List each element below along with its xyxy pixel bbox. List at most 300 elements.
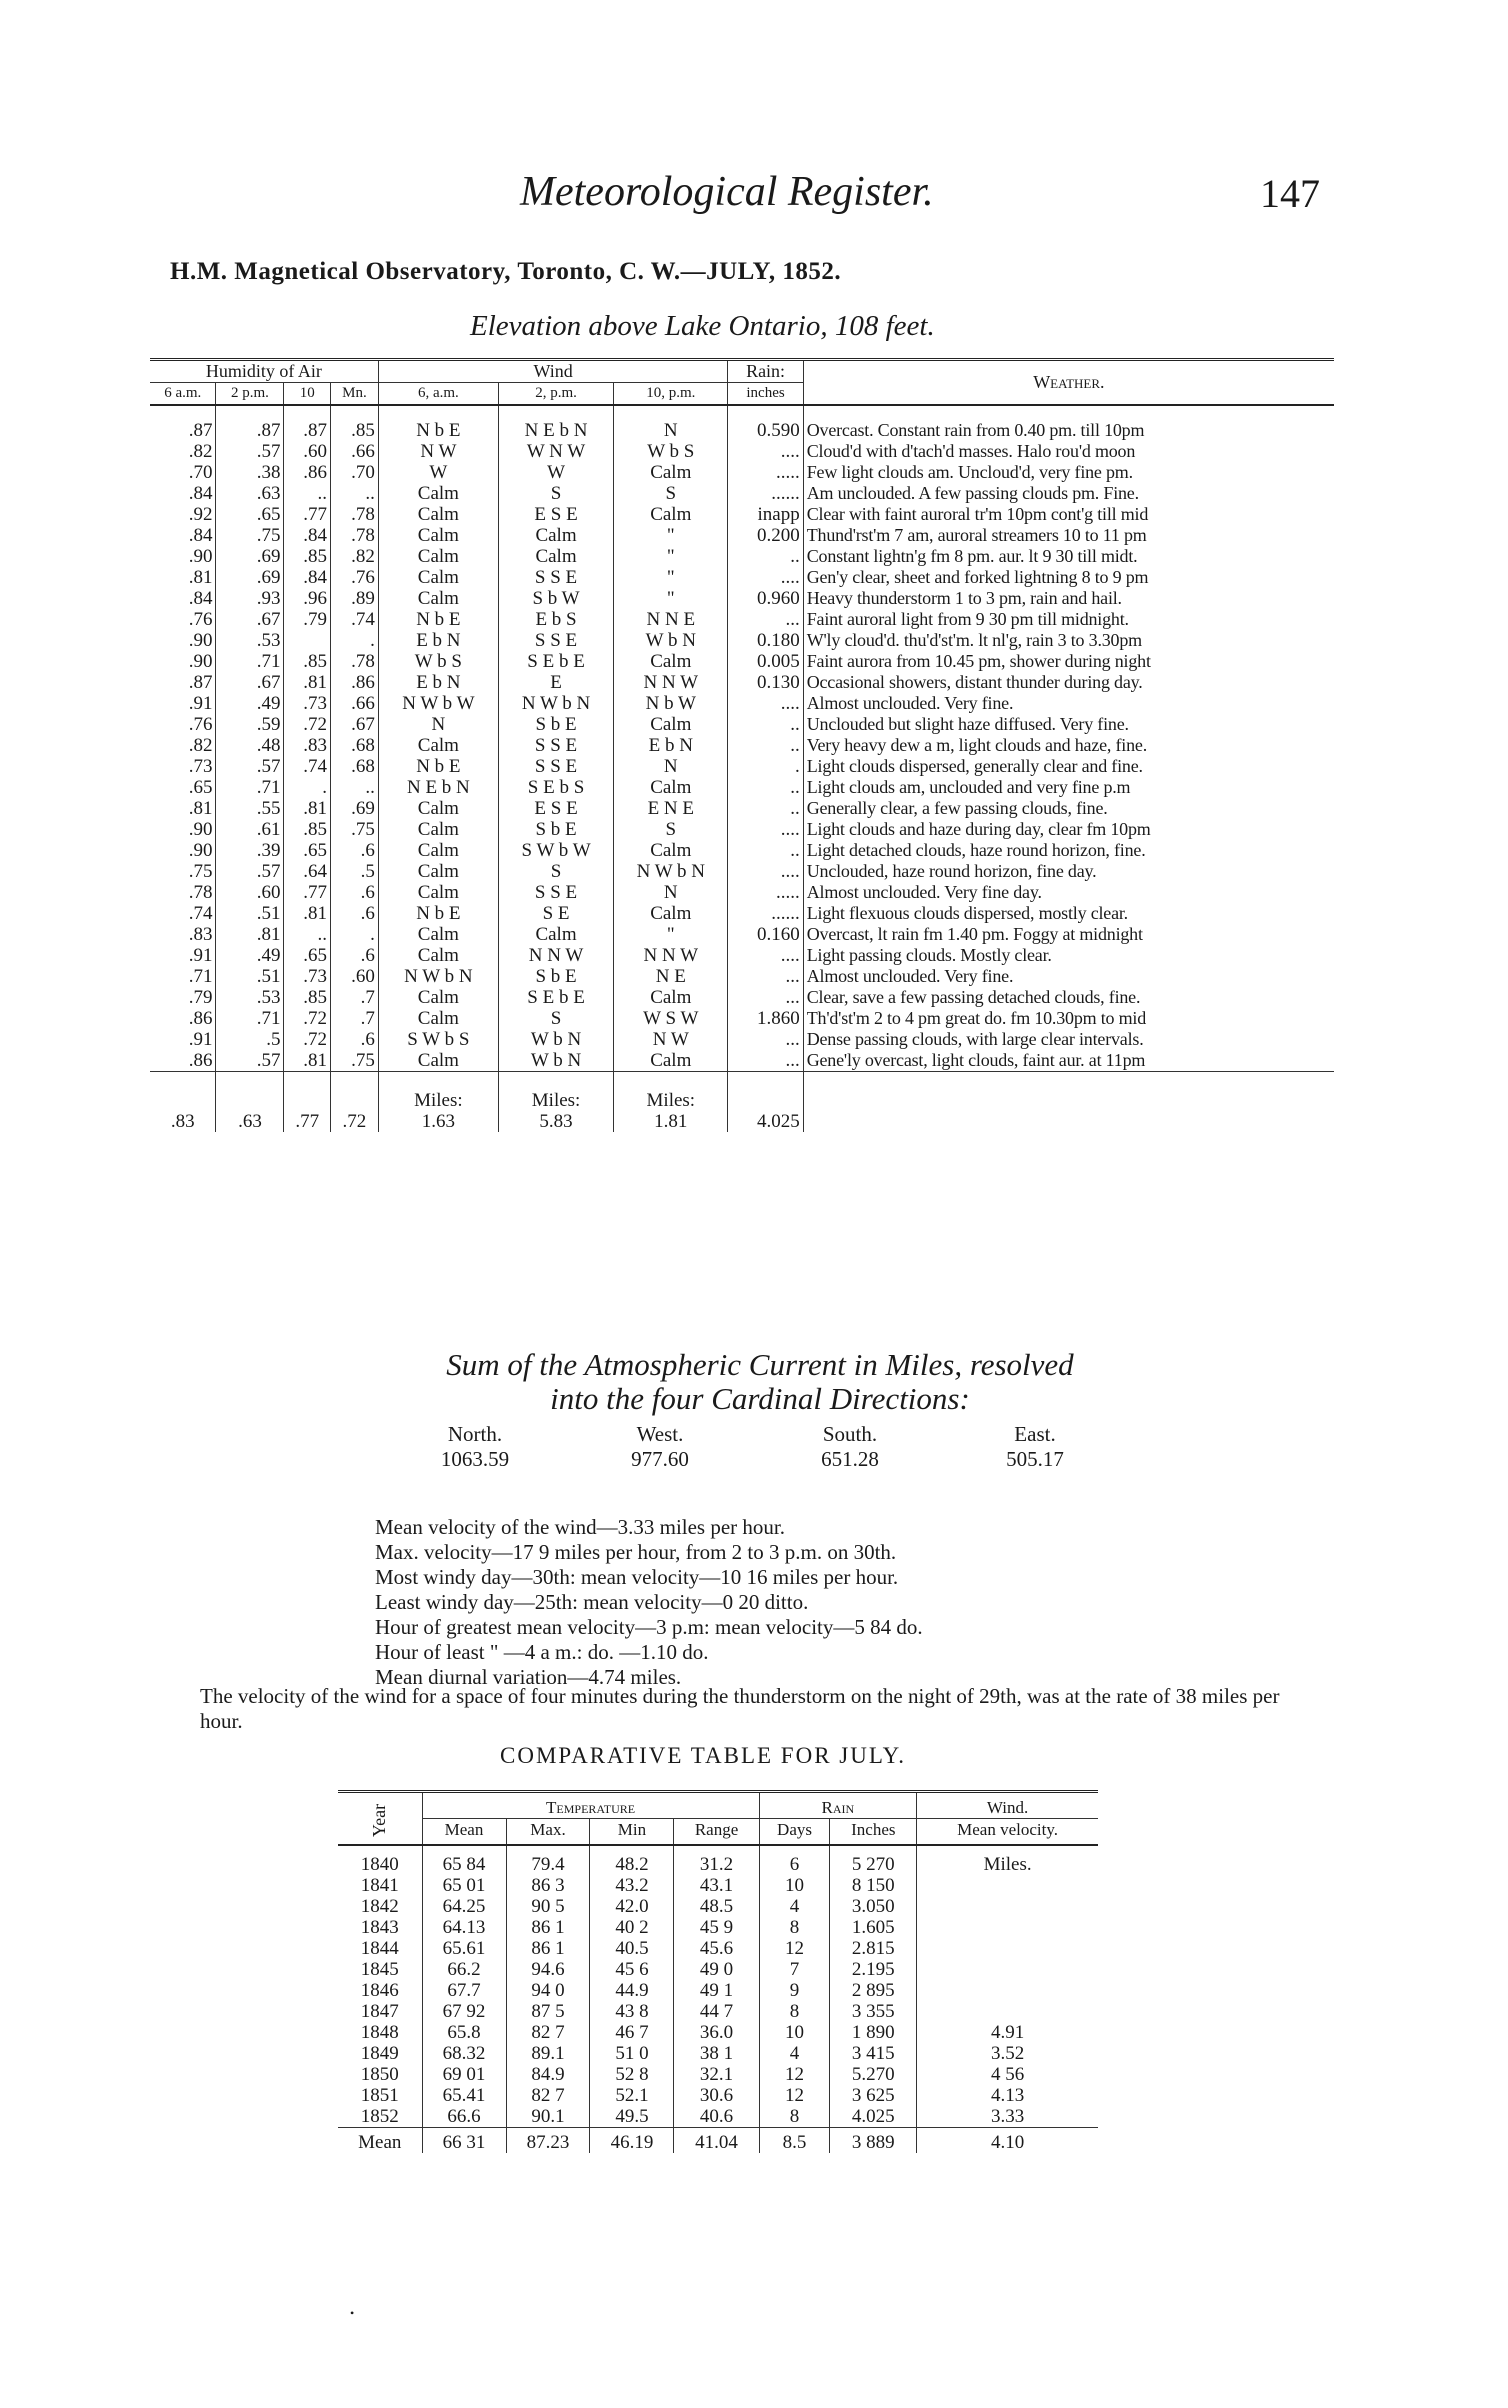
- rain-cell: ..: [728, 840, 803, 861]
- table-row: [150, 405, 1334, 441]
- direction-west: [585, 1422, 735, 1472]
- humidity-2pm-header: 2 p.m.: [216, 383, 284, 406]
- weather-cell: Overcast, lt rain fm 1.40 pm. Foggy at midnight: [806, 924, 1143, 944]
- table-row: [150, 567, 1334, 588]
- table-row: [150, 903, 1334, 924]
- humidity-cell: .81: [284, 672, 331, 693]
- weather-cell: Light clouds dispersed, generally clear and fine.: [806, 756, 1143, 776]
- table-row: [150, 525, 1334, 546]
- table-row: [150, 1029, 1334, 1050]
- print-mark: •: [350, 2306, 355, 2320]
- table-row: [150, 777, 1334, 798]
- mean-label: Mean: [338, 2128, 422, 2154]
- weather-cell: Light clouds and haze during day, clear fm 10pm: [806, 819, 1151, 839]
- rain-inches-cell: 2 895: [830, 1980, 917, 2001]
- mean-row: [338, 2128, 1098, 2154]
- wind-cell: E b S: [498, 609, 613, 630]
- wind-cell: N b W: [614, 693, 728, 714]
- mean-temp-cell: 65.8: [422, 2022, 506, 2043]
- direction-value: 505.17: [1006, 1447, 1064, 1471]
- miles-label-6am: Miles:: [378, 1072, 498, 1112]
- miles-2pm: 5.83: [498, 1111, 613, 1132]
- min-temp-cell: 52 8: [590, 2064, 674, 2085]
- humidity-cell: .77: [284, 504, 331, 525]
- wind-cell: Calm: [498, 546, 613, 567]
- wind-cell: Calm: [614, 714, 728, 735]
- humidity-cell: .38: [216, 462, 284, 483]
- rain-cell: ....: [728, 945, 803, 966]
- max-temp-cell: 89.1: [506, 2043, 590, 2064]
- direction-value: 977.60: [631, 1447, 689, 1471]
- max-temp-cell: 94.6: [506, 1959, 590, 1980]
- wind-cell: E b N: [378, 630, 498, 651]
- weather-cell: Th'd'st'm 2 to 4 pm great do. fm 10.30pm to mid: [806, 1008, 1147, 1028]
- rain-cell: 0.960: [728, 588, 803, 609]
- weather-cell: Faint auroral light from 9 30 pm till midnight.: [806, 609, 1129, 629]
- mean-velocity-header: Mean velocity.: [917, 1819, 1098, 1846]
- note-greatest-hour: Hour of greatest mean velocity—3 p.m: mean velocity—5 84 do.: [375, 1615, 923, 1639]
- mean-temp-cell: 68.32: [422, 2043, 506, 2064]
- table-row: [338, 2106, 1098, 2128]
- miles-label-10pm: Miles:: [614, 1072, 728, 1112]
- mean-temp-cell: 67 92: [422, 2001, 506, 2022]
- weather-cell: Generally clear, a few passing clouds, fine.: [806, 798, 1108, 818]
- humidity-cell: .69: [331, 798, 379, 819]
- min-temp-cell: 52.1: [590, 2085, 674, 2106]
- wind-header: Wind: [378, 360, 728, 383]
- direction-label: South.: [822, 1422, 878, 1446]
- weather-cell: Heavy thunderstorm 1 to 3 pm, rain and hail.: [806, 588, 1122, 608]
- wind-cell: Calm: [378, 504, 498, 525]
- wind-cell: S: [614, 819, 728, 840]
- range-cell: 32.1: [674, 2064, 759, 2085]
- min-temp-cell: 46.19: [590, 2128, 674, 2154]
- weather-register-table: [150, 358, 1334, 1132]
- humidity-cell: .87: [284, 405, 331, 441]
- mean-humidity-6am: .83: [150, 1111, 216, 1132]
- table-row: [150, 924, 1334, 945]
- year-cell: 1848: [338, 2022, 422, 2043]
- wind-cell: S: [498, 483, 613, 504]
- wind-cell: S S E: [498, 756, 613, 777]
- humidity-cell: .6: [331, 1029, 379, 1050]
- range-cell: 45.6: [674, 1938, 759, 1959]
- wind-cell: Calm: [614, 504, 728, 525]
- rain-inches-cell: 5.270: [830, 2064, 917, 2085]
- weather-cell: Dense passing clouds, with large clear intervals.: [806, 1029, 1144, 1049]
- wind-cell: S: [498, 1008, 613, 1029]
- humidity-cell: .81: [284, 1050, 331, 1072]
- mean-temp-cell: 66.6: [422, 2106, 506, 2128]
- max-temp-cell: 86 1: [506, 1938, 590, 1959]
- humidity-cell: .81: [216, 924, 284, 945]
- humidity-cell: .7: [331, 987, 379, 1008]
- wind-cell: N N W: [498, 945, 613, 966]
- rain-cell: 0.005: [728, 651, 803, 672]
- humidity-cell: .81: [284, 798, 331, 819]
- min-temp-cell: 43 8: [590, 2001, 674, 2022]
- rain-total: 4.025: [728, 1111, 803, 1132]
- note-least-windy: Least windy day—25th: mean velocity—0 20 ditto.: [375, 1590, 809, 1614]
- rain-cell: ....: [728, 861, 803, 882]
- year-cell: 1840: [338, 1845, 422, 1875]
- humidity-cell: .63: [216, 483, 284, 504]
- mean-temp-cell: 65.41: [422, 2085, 506, 2106]
- humidity-cell: .87: [216, 405, 284, 441]
- thunderstorm-velocity-paragraph: The velocity of the wind for a space of four minutes during the thunderstorm on the night of 29th, was at the rate of 38 miles per hour.: [200, 1684, 1280, 1733]
- wind-cell: Calm: [378, 1050, 498, 1072]
- humidity-cell: .66: [331, 693, 379, 714]
- range-cell: 49 0: [674, 1959, 759, 1980]
- humidity-cell: .91: [150, 693, 216, 714]
- max-temp-cell: 90 5: [506, 1896, 590, 1917]
- humidity-cell: .81: [150, 798, 216, 819]
- mean-temp-cell: 69 01: [422, 2064, 506, 2085]
- min-temp-cell: 40.5: [590, 1938, 674, 1959]
- range-cell: 38 1: [674, 2043, 759, 2064]
- table-row: [150, 714, 1334, 735]
- table-row: [150, 882, 1334, 903]
- page-number: 147: [1260, 171, 1320, 216]
- weather-cell: Light clouds am, unclouded and very fine p.m: [806, 777, 1131, 797]
- rain-days-cell: 8: [759, 2106, 830, 2128]
- rain-days-cell: 8.5: [759, 2128, 830, 2154]
- rain-inches-cell: 5 270: [830, 1845, 917, 1875]
- wind-cell: N W: [614, 1029, 728, 1050]
- wind-cell: W S W: [614, 1008, 728, 1029]
- wind-cell: Calm: [378, 924, 498, 945]
- table-row: [338, 2064, 1098, 2085]
- table-row: [150, 1050, 1334, 1072]
- wind-cell: N W b W: [378, 693, 498, 714]
- wind-cell: ": [614, 525, 728, 546]
- humidity-cell: [284, 630, 331, 651]
- humidity-cell: .79: [150, 987, 216, 1008]
- rain-days-cell: 7: [759, 1959, 830, 1980]
- min-temp-cell: 49.5: [590, 2106, 674, 2128]
- table-row: [150, 504, 1334, 525]
- table-row: [150, 441, 1334, 462]
- rain-cell: ...: [728, 1029, 803, 1050]
- rain-header: Rain:: [728, 360, 803, 383]
- note-mean-velocity: Mean velocity of the wind—3.33 miles per hour.: [375, 1515, 786, 1539]
- humidity-cell: .72: [284, 1029, 331, 1050]
- wind-cell: W N W: [498, 441, 613, 462]
- wind-cell: Calm: [378, 840, 498, 861]
- humidity-cell: .74: [284, 756, 331, 777]
- humidity-cell: .90: [150, 840, 216, 861]
- wind-cell: W: [378, 462, 498, 483]
- observatory-heading: H.M. Magnetical Observatory, Toronto, C. W.—JULY, 1852.: [170, 258, 842, 285]
- rain-inches-cell: 2.195: [830, 1959, 917, 1980]
- table-row: [338, 2085, 1098, 2106]
- year-cell: 1850: [338, 2064, 422, 2085]
- wind-cell: E b N: [378, 672, 498, 693]
- max-temp-cell: 87 5: [506, 2001, 590, 2022]
- humidity-cell: .74: [150, 903, 216, 924]
- comparative-table: [338, 1790, 1098, 2153]
- weather-cell: Cloud'd with d'tach'd masses. Halo rou'd moon: [806, 441, 1136, 461]
- max-temp-cell: 86 3: [506, 1875, 590, 1896]
- humidity-cell: .90: [150, 630, 216, 651]
- weather-cell: Unclouded but slight haze diffused. Very fine.: [806, 714, 1129, 734]
- humidity-cell: .92: [150, 504, 216, 525]
- humidity-cell: .51: [216, 966, 284, 987]
- weather-cell: Almost unclouded. Very fine.: [806, 966, 1014, 986]
- rain-cell: ....: [728, 567, 803, 588]
- rain-cell: 0.180: [728, 630, 803, 651]
- range-cell: 31.2: [674, 1845, 759, 1875]
- wind-velocity-cell: 4.91: [990, 2022, 1025, 2043]
- humidity-cell: .91: [150, 945, 216, 966]
- rain-days-cell: 12: [759, 1938, 830, 1959]
- humidity-cell: .84: [284, 567, 331, 588]
- humidity-cell: .64: [284, 861, 331, 882]
- humidity-cell: .78: [331, 504, 379, 525]
- rain-cell: 1.860: [728, 1008, 803, 1029]
- humidity-cell: .69: [216, 567, 284, 588]
- wind-cell: ": [614, 567, 728, 588]
- rain-cell: ...: [728, 609, 803, 630]
- humidity-cell: .60: [331, 966, 379, 987]
- elevation-line: Elevation above Lake Ontario, 108 feet.: [470, 310, 935, 342]
- rain-cell: ..: [728, 777, 803, 798]
- wind-cell: N W b N: [378, 966, 498, 987]
- year-header: Year: [338, 1792, 422, 1846]
- humidity-cell: .89: [331, 588, 379, 609]
- wind-cell: ": [614, 546, 728, 567]
- wind-cell: S b E: [498, 714, 613, 735]
- rain-inches-cell: 3.050: [830, 1896, 917, 1917]
- humidity-cell: .61: [216, 819, 284, 840]
- wind-cell: N W b N: [614, 861, 728, 882]
- weather-cell: Light detached clouds, haze round horizon, fine.: [806, 840, 1146, 860]
- wind-2pm-header: 2, p.m.: [498, 383, 613, 406]
- max-temp-cell: 90.1: [506, 2106, 590, 2128]
- weather-header: Weather.: [803, 360, 1334, 406]
- min-temp-cell: 42.0: [590, 1896, 674, 1917]
- rain-inches-cell: 1 890: [830, 2022, 917, 2043]
- humidity-cell: .: [331, 924, 379, 945]
- mean-humidity-2pm: .63: [216, 1111, 284, 1132]
- humidity-cell: .69: [216, 546, 284, 567]
- humidity-cell: .66: [331, 441, 379, 462]
- humidity-cell: .78: [331, 525, 379, 546]
- wind-cell: W b N: [498, 1050, 613, 1072]
- humidity-cell: .81: [150, 567, 216, 588]
- rain-days-cell: 4: [759, 1896, 830, 1917]
- wind-cell: S W b W: [498, 840, 613, 861]
- wind-velocity-cell: 4.10: [917, 2128, 1098, 2154]
- wind-cell: S S E: [498, 882, 613, 903]
- wind-cell: Calm: [614, 777, 728, 798]
- rain-cell: ..: [728, 714, 803, 735]
- rain-days-cell: 8: [759, 1917, 830, 1938]
- weather-cell: Very heavy dew a m, light clouds and haze, fine.: [806, 735, 1148, 755]
- note-diurnal: Mean diurnal variation—4.74 miles.: [375, 1665, 682, 1689]
- table-row: [150, 861, 1334, 882]
- table-row: [150, 966, 1334, 987]
- range-cell: 41.04: [674, 2128, 759, 2154]
- rain-inches-cell: 3 415: [830, 2043, 917, 2064]
- humidity-cell: .72: [284, 714, 331, 735]
- rain-inches-cell: 2.815: [830, 1938, 917, 1959]
- humidity-cell: .7: [331, 1008, 379, 1029]
- humidity-cell: .93: [216, 588, 284, 609]
- min-temp-cell: 46 7: [590, 2022, 674, 2043]
- table-row: [338, 2043, 1098, 2064]
- range-cell: 40.6: [674, 2106, 759, 2128]
- humidity-cell: .65: [284, 945, 331, 966]
- wind-cell: N E b N: [378, 777, 498, 798]
- sum-title-line-2: into the four Cardinal Directions:: [550, 1381, 970, 1416]
- humidity-cell: .73: [284, 966, 331, 987]
- wind-cell: Calm: [498, 924, 613, 945]
- year-cell: 1842: [338, 1896, 422, 1917]
- humidity-cell: .90: [150, 546, 216, 567]
- table-row: [150, 945, 1334, 966]
- range-cell: 45 9: [674, 1917, 759, 1938]
- humidity-cell: .87: [150, 672, 216, 693]
- humidity-cell: .53: [216, 630, 284, 651]
- mean-temp-cell: 64.25: [422, 1896, 506, 1917]
- rain-cell: ....: [728, 693, 803, 714]
- range-cell: 36.0: [674, 2022, 759, 2043]
- wind-velocity-cell: Miles.: [983, 1854, 1032, 1875]
- table-row: [150, 462, 1334, 483]
- wind-cell: Calm: [614, 651, 728, 672]
- humidity-cell: .67: [331, 714, 379, 735]
- weather-cell: Light flexuous clouds dispersed, mostly clear.: [806, 903, 1128, 923]
- humidity-cell: .85: [331, 405, 379, 441]
- table-row: [338, 1938, 1098, 1959]
- direction-label: East.: [1014, 1422, 1056, 1446]
- wind-cell: E N E: [614, 798, 728, 819]
- humidity-cell: .65: [216, 504, 284, 525]
- wind-cell: Calm: [378, 567, 498, 588]
- mean-temp-cell: 66 31: [422, 2128, 506, 2154]
- weather-cell: Almost unclouded. Very fine.: [806, 693, 1014, 713]
- table-row: [150, 756, 1334, 777]
- max-header: Max.: [506, 1819, 590, 1846]
- humidity-cell: .75: [216, 525, 284, 546]
- wind-cell: S E b E: [498, 651, 613, 672]
- humidity-cell: ..: [284, 483, 331, 504]
- sum-title-line-1: Sum of the Atmospheric Current in Miles, resolved: [446, 1347, 1074, 1382]
- wind-cell: E: [498, 672, 613, 693]
- mean-temp-cell: 65 84: [422, 1845, 506, 1875]
- rain-cell: ...: [728, 966, 803, 987]
- humidity-cell: .85: [284, 546, 331, 567]
- rain-days-cell: 4: [759, 2043, 830, 2064]
- range-header: Range: [674, 1819, 759, 1846]
- min-temp-cell: 40 2: [590, 1917, 674, 1938]
- humidity-cell: .71: [216, 777, 284, 798]
- humidity-cell: .86: [284, 462, 331, 483]
- table-row: [150, 630, 1334, 651]
- humidity-cell: .65: [150, 777, 216, 798]
- humidity-cell: .57: [216, 756, 284, 777]
- rain-days-cell: 10: [759, 2022, 830, 2043]
- rain-cell: ....: [728, 441, 803, 462]
- range-cell: 49 1: [674, 1980, 759, 2001]
- weather-cell: Unclouded, haze round horizon, fine day.: [806, 861, 1097, 881]
- min-temp-cell: 45 6: [590, 1959, 674, 1980]
- year-cell: 1846: [338, 1980, 422, 2001]
- weather-cell: Clear, save a few passing detached clouds, fine.: [806, 987, 1141, 1007]
- rain-cell: 0.200: [728, 525, 803, 546]
- rain-cell: ...: [728, 987, 803, 1008]
- humidity-cell: .84: [150, 525, 216, 546]
- mean-humidity-mean: .72: [331, 1111, 379, 1132]
- table-row: [150, 651, 1334, 672]
- wind-cell: S E b E: [498, 987, 613, 1008]
- humidity-cell: .82: [150, 735, 216, 756]
- running-title: Meteorological Register.: [520, 169, 934, 215]
- wind-notes: [375, 1515, 923, 1690]
- min-temp-cell: 48.2: [590, 1845, 674, 1875]
- humidity-cell: .75: [331, 819, 379, 840]
- humidity-cell: .49: [216, 693, 284, 714]
- table-row: [150, 819, 1334, 840]
- wind-cell: Calm: [378, 735, 498, 756]
- rain-cell: ...: [728, 1050, 803, 1072]
- wind-cell: S S E: [498, 567, 613, 588]
- wind-cell: S S E: [498, 630, 613, 651]
- table-row: [338, 1896, 1098, 1917]
- humidity-cell: .85: [284, 987, 331, 1008]
- wind-velocity-cell: 4.13: [990, 2085, 1025, 2106]
- rain-cell: ..: [728, 735, 803, 756]
- wind-velocity-cell: [917, 2001, 1098, 2022]
- comparative-title: COMPARATIVE TABLE FOR JULY.: [500, 1743, 906, 1768]
- humidity-cell: .49: [216, 945, 284, 966]
- weather-cell: Occasional showers, distant thunder during day.: [806, 672, 1143, 692]
- rain-cell: inapp: [728, 504, 803, 525]
- humidity-cell: .70: [331, 462, 379, 483]
- humidity-cell: .81: [284, 903, 331, 924]
- humidity-cell: .96: [284, 588, 331, 609]
- weather-cell: Overcast. Constant rain from 0.40 pm. till 10pm: [806, 420, 1145, 440]
- rain-inches-cell: 3 889: [830, 2128, 917, 2154]
- wind-cell: ": [614, 924, 728, 945]
- wind-cell: Calm: [378, 861, 498, 882]
- humidity-cell: .65: [284, 840, 331, 861]
- wind-cell: Calm: [614, 1050, 728, 1072]
- weather-table-body: [150, 405, 1334, 1072]
- weather-cell: Faint aurora from 10.45 pm, shower during night: [806, 651, 1151, 671]
- wind-velocity-cell: [917, 1917, 1098, 1938]
- sum-section-title: [350, 1348, 1170, 1416]
- humidity-cell: .91: [150, 1029, 216, 1050]
- wind-cell: Calm: [378, 588, 498, 609]
- wind-cell: N: [614, 882, 728, 903]
- rain-cell: .: [728, 756, 803, 777]
- humidity-cell: .6: [331, 840, 379, 861]
- max-temp-cell: 82 7: [506, 2085, 590, 2106]
- table-row: [150, 672, 1334, 693]
- table-row: [150, 735, 1334, 756]
- table-row: [150, 483, 1334, 504]
- humidity-cell: .: [284, 777, 331, 798]
- mean-temp-cell: 65 01: [422, 1875, 506, 1896]
- max-temp-cell: 94 0: [506, 1980, 590, 2001]
- rain-cell: 0.130: [728, 672, 803, 693]
- wind-cell: Calm: [378, 483, 498, 504]
- humidity-cell: .85: [284, 819, 331, 840]
- wind-cell: N N W: [614, 672, 728, 693]
- weather-cell: Constant lightn'g fm 8 pm. aur. lt 9 30 till midt.: [806, 546, 1138, 566]
